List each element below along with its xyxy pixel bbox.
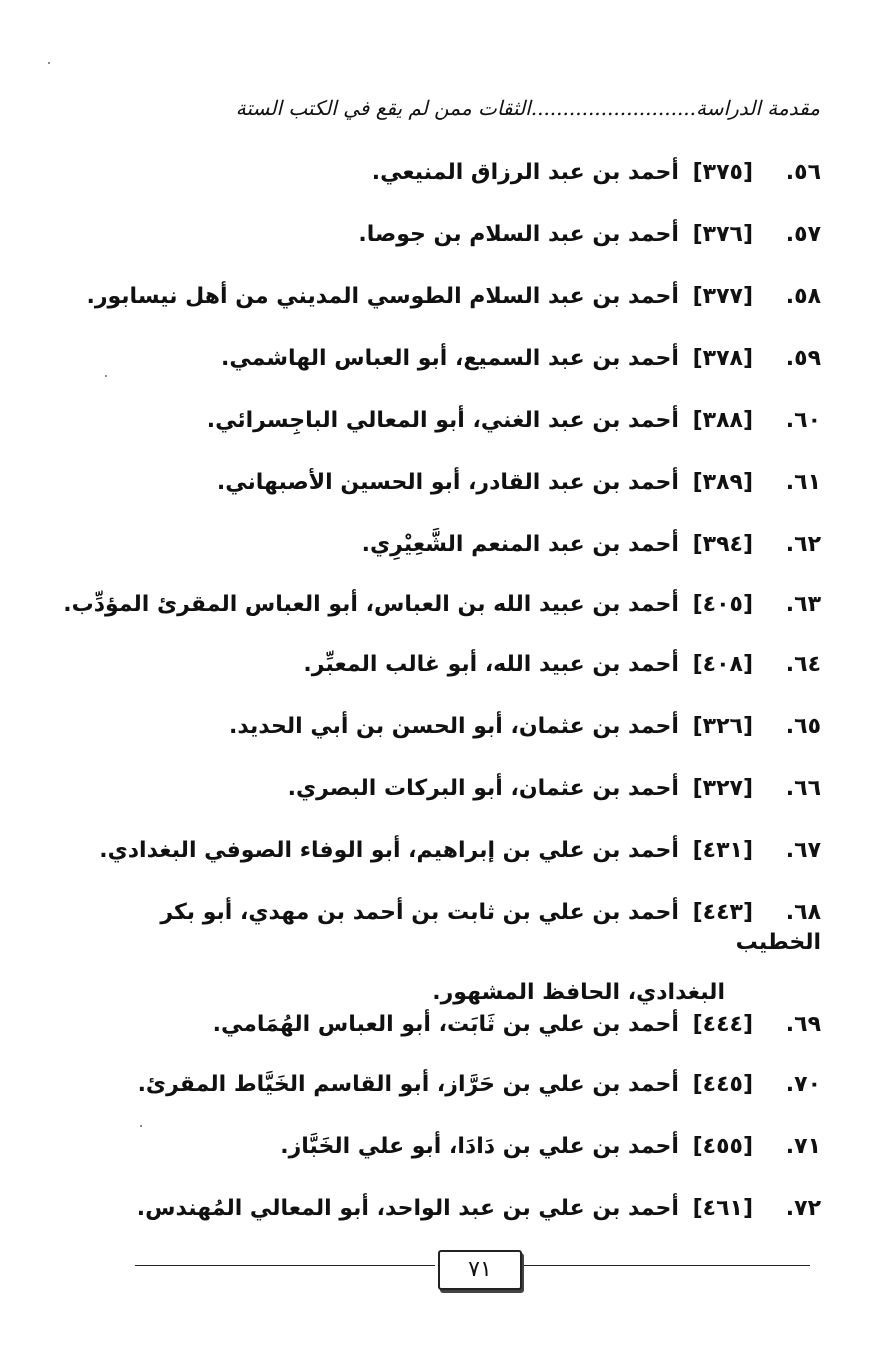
entry-text: أحمد بن عبد الغني، أبو المعالي الباجِسرائي.: [206, 408, 679, 433]
entry-reference: [٤٣١]: [692, 838, 753, 863]
entry-text: أحمد بن علي بن ثابت بن أحمد بن مهدي، أبو بكر الخطيب: [160, 900, 821, 955]
entry-number: ٥٨.: [785, 284, 821, 309]
scan-speck: [105, 375, 107, 377]
entry-number: ٦٩.: [785, 1012, 821, 1037]
entry-number: ٧٢.: [785, 1196, 821, 1221]
list-item: [63, 590, 821, 620]
list-item: [358, 220, 821, 250]
list-item: [207, 406, 821, 436]
entry-reference: [٣٢٧]: [692, 776, 753, 801]
scan-speck: [140, 1125, 142, 1127]
list-item: [217, 468, 821, 498]
entry-reference: [٤٤٤]: [692, 1012, 753, 1037]
entry-text: أحمد بن عبد السلام بن جوصا.: [358, 222, 679, 247]
entry-number: ٧١.: [785, 1134, 821, 1159]
entry-reference: [٤٠٨]: [692, 652, 753, 677]
list-item: [362, 530, 821, 560]
entry-text: أحمد بن عبد السلام الطوسي المديني من أهل نيسابور.: [86, 284, 679, 309]
entry-text-continuation: البغدادي، الحافظ المشهور.: [432, 980, 725, 1005]
entry-text: أحمد بن عبيد الله بن العباس، أبو العباس المقرئ المؤدِّب.: [63, 592, 679, 617]
entry-text: أحمد بن عبيد الله، أبو غالب المعبِّر.: [303, 652, 679, 677]
list-item: [288, 774, 821, 804]
list-item: [137, 1194, 821, 1224]
list-item: [138, 1070, 821, 1100]
entry-text: أحمد بن عبد القادر، أبو الحسين الأصبهاني.: [216, 470, 679, 495]
entry-number: ٦٣.: [785, 592, 821, 617]
entry-reference: [٣٩٤]: [692, 532, 753, 557]
scan-speck: [48, 62, 50, 64]
entry-text: أحمد بن علي بن حَرَّاز، أبو القاسم الخَيَّاط المقرئ.: [137, 1072, 679, 1097]
entry-number: ٦٢.: [785, 532, 821, 557]
list-item: [221, 344, 821, 374]
running-header: مقدمة الدراسة..........................الثقات ممن لم يقع في الكتب الستة: [235, 96, 820, 120]
entry-reference: [٣٨٨]: [692, 408, 753, 433]
entry-reference: [٤٤٥]: [692, 1072, 753, 1097]
list-item: [372, 158, 821, 188]
entry-number: ٦٧.: [785, 838, 821, 863]
entry-text: أحمد بن عثمان، أبو البركات البصري.: [287, 776, 679, 801]
entry-reference: [٤٤٣]: [692, 900, 753, 925]
entry-number: ٦٤.: [785, 652, 821, 677]
entry-text: أحمد بن عبد المنعم الشَّعِيْرِي.: [361, 532, 679, 557]
entry-number: ٦١.: [785, 470, 821, 495]
entry-text: أحمد بن علي بن إبراهيم، أبو الوفاء الصوفي البغدادي.: [99, 838, 679, 863]
entry-number: ٦٥.: [785, 714, 821, 739]
list-item: [229, 712, 821, 742]
entry-reference: [٣٨٩]: [692, 470, 753, 495]
entry-text: أحمد بن علي بن دَادَا، أبو علي الخَبَّاز.: [280, 1134, 679, 1159]
entry-text: أحمد بن علي بن عبد الواحد، أبو المعالي المُهندس.: [136, 1196, 679, 1221]
entry-number: ٦٦.: [785, 776, 821, 801]
list-item: [280, 1132, 821, 1162]
list-item: [86, 282, 821, 312]
entry-text: أحمد بن عثمان، أبو الحسن بن أبي الحديد.: [228, 714, 679, 739]
entry-reference: [٤٠٥]: [692, 592, 753, 617]
footer-rule-right: [520, 1265, 810, 1266]
entry-number: ٥٧.: [785, 222, 821, 247]
entry-reference: [٤٦١]: [692, 1196, 753, 1221]
entry-reference: [٣٧٦]: [692, 222, 753, 247]
entry-reference: [٣٧٨]: [692, 346, 753, 371]
entry-text: أحمد بن عبد الرزاق المنيعي.: [371, 160, 679, 185]
list-item: [121, 898, 821, 1008]
entry-reference: [٣٧٥]: [692, 160, 753, 185]
entry-reference: [٣٢٦]: [692, 714, 753, 739]
entry-reference: [٣٧٧]: [692, 284, 753, 309]
footer-rule-left: [135, 1265, 435, 1266]
page-number-box: ٧١: [438, 1250, 522, 1290]
entry-number: ٦٨.: [785, 900, 821, 925]
list-item: [99, 836, 821, 866]
entry-text: أحمد بن عبد السميع، أبو العباس الهاشمي.: [221, 346, 679, 371]
entry-number: ٥٩.: [785, 346, 821, 371]
list-item: [303, 650, 821, 680]
entry-text: أحمد بن علي بن ثَابَت، أبو العباس الهُمَامي.: [212, 1012, 679, 1037]
entry-number: ٥٦.: [785, 160, 821, 185]
entry-number: ٧٠.: [785, 1072, 821, 1097]
entry-number: ٦٠.: [785, 408, 821, 433]
entry-reference: [٤٥٥]: [692, 1134, 753, 1159]
list-item: [213, 1010, 821, 1040]
